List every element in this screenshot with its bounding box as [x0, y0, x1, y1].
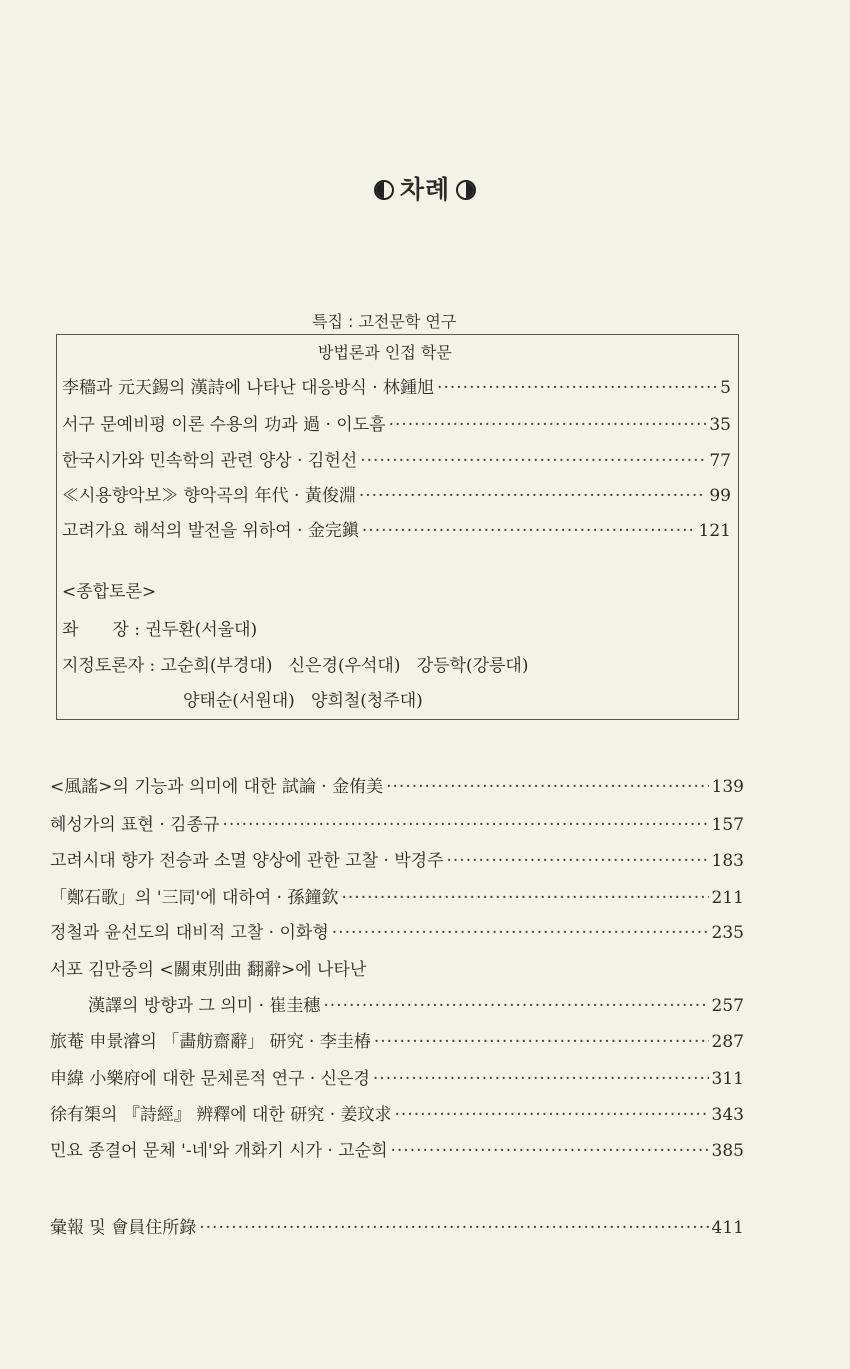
leader-dots — [437, 378, 717, 398]
half-circle-right-icon — [456, 180, 476, 200]
entry-title: 고려시대 향가 전승과 소멸 양상에 관한 고찰 · 박경주 — [50, 851, 444, 871]
entry-page: 411 — [711, 1218, 744, 1238]
toc-entry[interactable] — [50, 846, 744, 871]
entry-page: 121 — [698, 521, 731, 541]
entry-title: 「鄭石歌」의 '三同'에 대하여 · 孫鐘欽 — [50, 888, 339, 908]
leader-dots — [341, 888, 708, 908]
entry-page: 139 — [711, 777, 744, 797]
leader-dots — [362, 521, 696, 541]
toc-entry[interactable] — [88, 991, 744, 1016]
entry-title: 고려가요 해석의 발전을 위하여 · 金完鎭 — [62, 521, 359, 541]
entry-page: 343 — [711, 1105, 744, 1125]
entry-title-line1[interactable]: 서포 김만중의 <關東別曲 翻辭>에 나타난 — [50, 960, 367, 980]
discussion-heading: <종합토론> — [62, 582, 157, 602]
entry-page: 385 — [711, 1141, 744, 1161]
leader-dots — [447, 851, 709, 871]
toc-entry-appendix[interactable] — [50, 1213, 744, 1238]
entry-title: 민요 종결어 문체 '-네'와 개화기 시가 · 고순희 — [50, 1141, 388, 1161]
entry-title: 정철과 윤선도의 대비적 고찰 · 이화형 — [50, 923, 329, 943]
leader-dots — [332, 923, 709, 943]
chair-row — [62, 615, 257, 640]
panel-row-2 — [183, 686, 423, 711]
toc-entry[interactable] — [62, 516, 731, 541]
entry-page: 211 — [711, 888, 744, 908]
toc-entry[interactable] — [50, 1100, 744, 1125]
leader-dots — [391, 1141, 709, 1161]
leader-dots — [199, 1218, 708, 1238]
entry-page: 35 — [709, 415, 731, 435]
chair-label: 좌 장 : — [62, 620, 140, 640]
entry-page: 235 — [711, 923, 744, 943]
entry-title: ≪시용향악보≫ 향악곡의 年代 · 黃俊淵 — [62, 486, 356, 506]
toc-entry[interactable] — [50, 1064, 744, 1089]
leader-dots — [222, 815, 708, 835]
panelist: 강등학(강릉대) — [416, 656, 529, 676]
toc-entry[interactable] — [50, 883, 744, 908]
entry-title: 漢譯의 방향과 그 의미 · 崔圭穗 — [88, 996, 321, 1016]
entry-page: 99 — [709, 486, 731, 506]
entry-page: 311 — [711, 1069, 744, 1089]
entry-page: 77 — [709, 451, 731, 471]
toc-entry[interactable] — [62, 481, 731, 506]
entry-page: 183 — [711, 851, 744, 871]
leader-dots — [323, 996, 708, 1016]
leader-dots — [389, 415, 707, 435]
entry-title: 서구 문예비평 이론 수용의 功과 過 · 이도흠 — [62, 415, 386, 435]
panelist: 양희철(청주대) — [311, 691, 423, 711]
entry-title: 한국시가와 민속학의 관련 양상 · 김헌선 — [62, 451, 358, 471]
leader-dots — [374, 1032, 709, 1052]
toc-entry[interactable] — [50, 1136, 744, 1161]
toc-entry[interactable] — [50, 772, 744, 797]
leader-dots — [359, 486, 707, 506]
entry-title: 旅菴 申景濬의 「畵舫齋辭」 研究 · 李圭椿 — [50, 1032, 371, 1052]
panelist: 신은경(우석대) — [288, 656, 401, 676]
entry-page: 157 — [711, 815, 744, 835]
leader-dots — [373, 1069, 709, 1089]
entry-title: 혜성가의 표현 · 김종규 — [50, 815, 220, 835]
toc-entry[interactable] — [62, 446, 731, 471]
entry-page: 257 — [711, 996, 744, 1016]
entry-page: 5 — [720, 378, 731, 398]
half-circle-left-icon — [374, 180, 394, 200]
panel-label: 지정토론자 : — [62, 656, 156, 676]
chair-value: 권두환(서울대) — [145, 620, 258, 640]
toc-entry[interactable] — [50, 810, 744, 835]
toc-entry[interactable] — [50, 1027, 744, 1052]
leader-dots — [386, 777, 708, 797]
panelist: 고순희(부경대) — [160, 656, 273, 676]
entry-page: 287 — [711, 1032, 744, 1052]
entry-title: <風謠>의 기능과 의미에 대한 試論 · 金侑美 — [50, 777, 384, 797]
title-text: 차례 — [399, 175, 451, 204]
special-section-title: 특집 : 고전문학 연구 — [312, 312, 457, 331]
panelist: 양태순(서원대) — [183, 691, 295, 711]
entry-title: 李穡과 元天錫의 漢詩에 나타난 대응방식 · 林鍾旭 — [62, 378, 435, 398]
toc-entry[interactable] — [62, 373, 731, 398]
leader-dots — [360, 451, 706, 471]
entry-title: 彙報 및 會員住所錄 — [50, 1218, 197, 1238]
entry-title: 徐有榘의 『詩經』 辨釋에 대한 研究 · 姜玟求 — [50, 1105, 392, 1125]
toc-entry[interactable] — [50, 918, 744, 943]
page-title — [0, 170, 850, 206]
entry-title: 申緯 小樂府에 대한 문체론적 연구 · 신은경 — [50, 1069, 370, 1089]
panel-row — [62, 651, 528, 676]
toc-entry[interactable] — [62, 410, 731, 435]
leader-dots — [395, 1105, 709, 1125]
special-section-subtitle: 방법론과 인접 학문 — [318, 343, 452, 362]
